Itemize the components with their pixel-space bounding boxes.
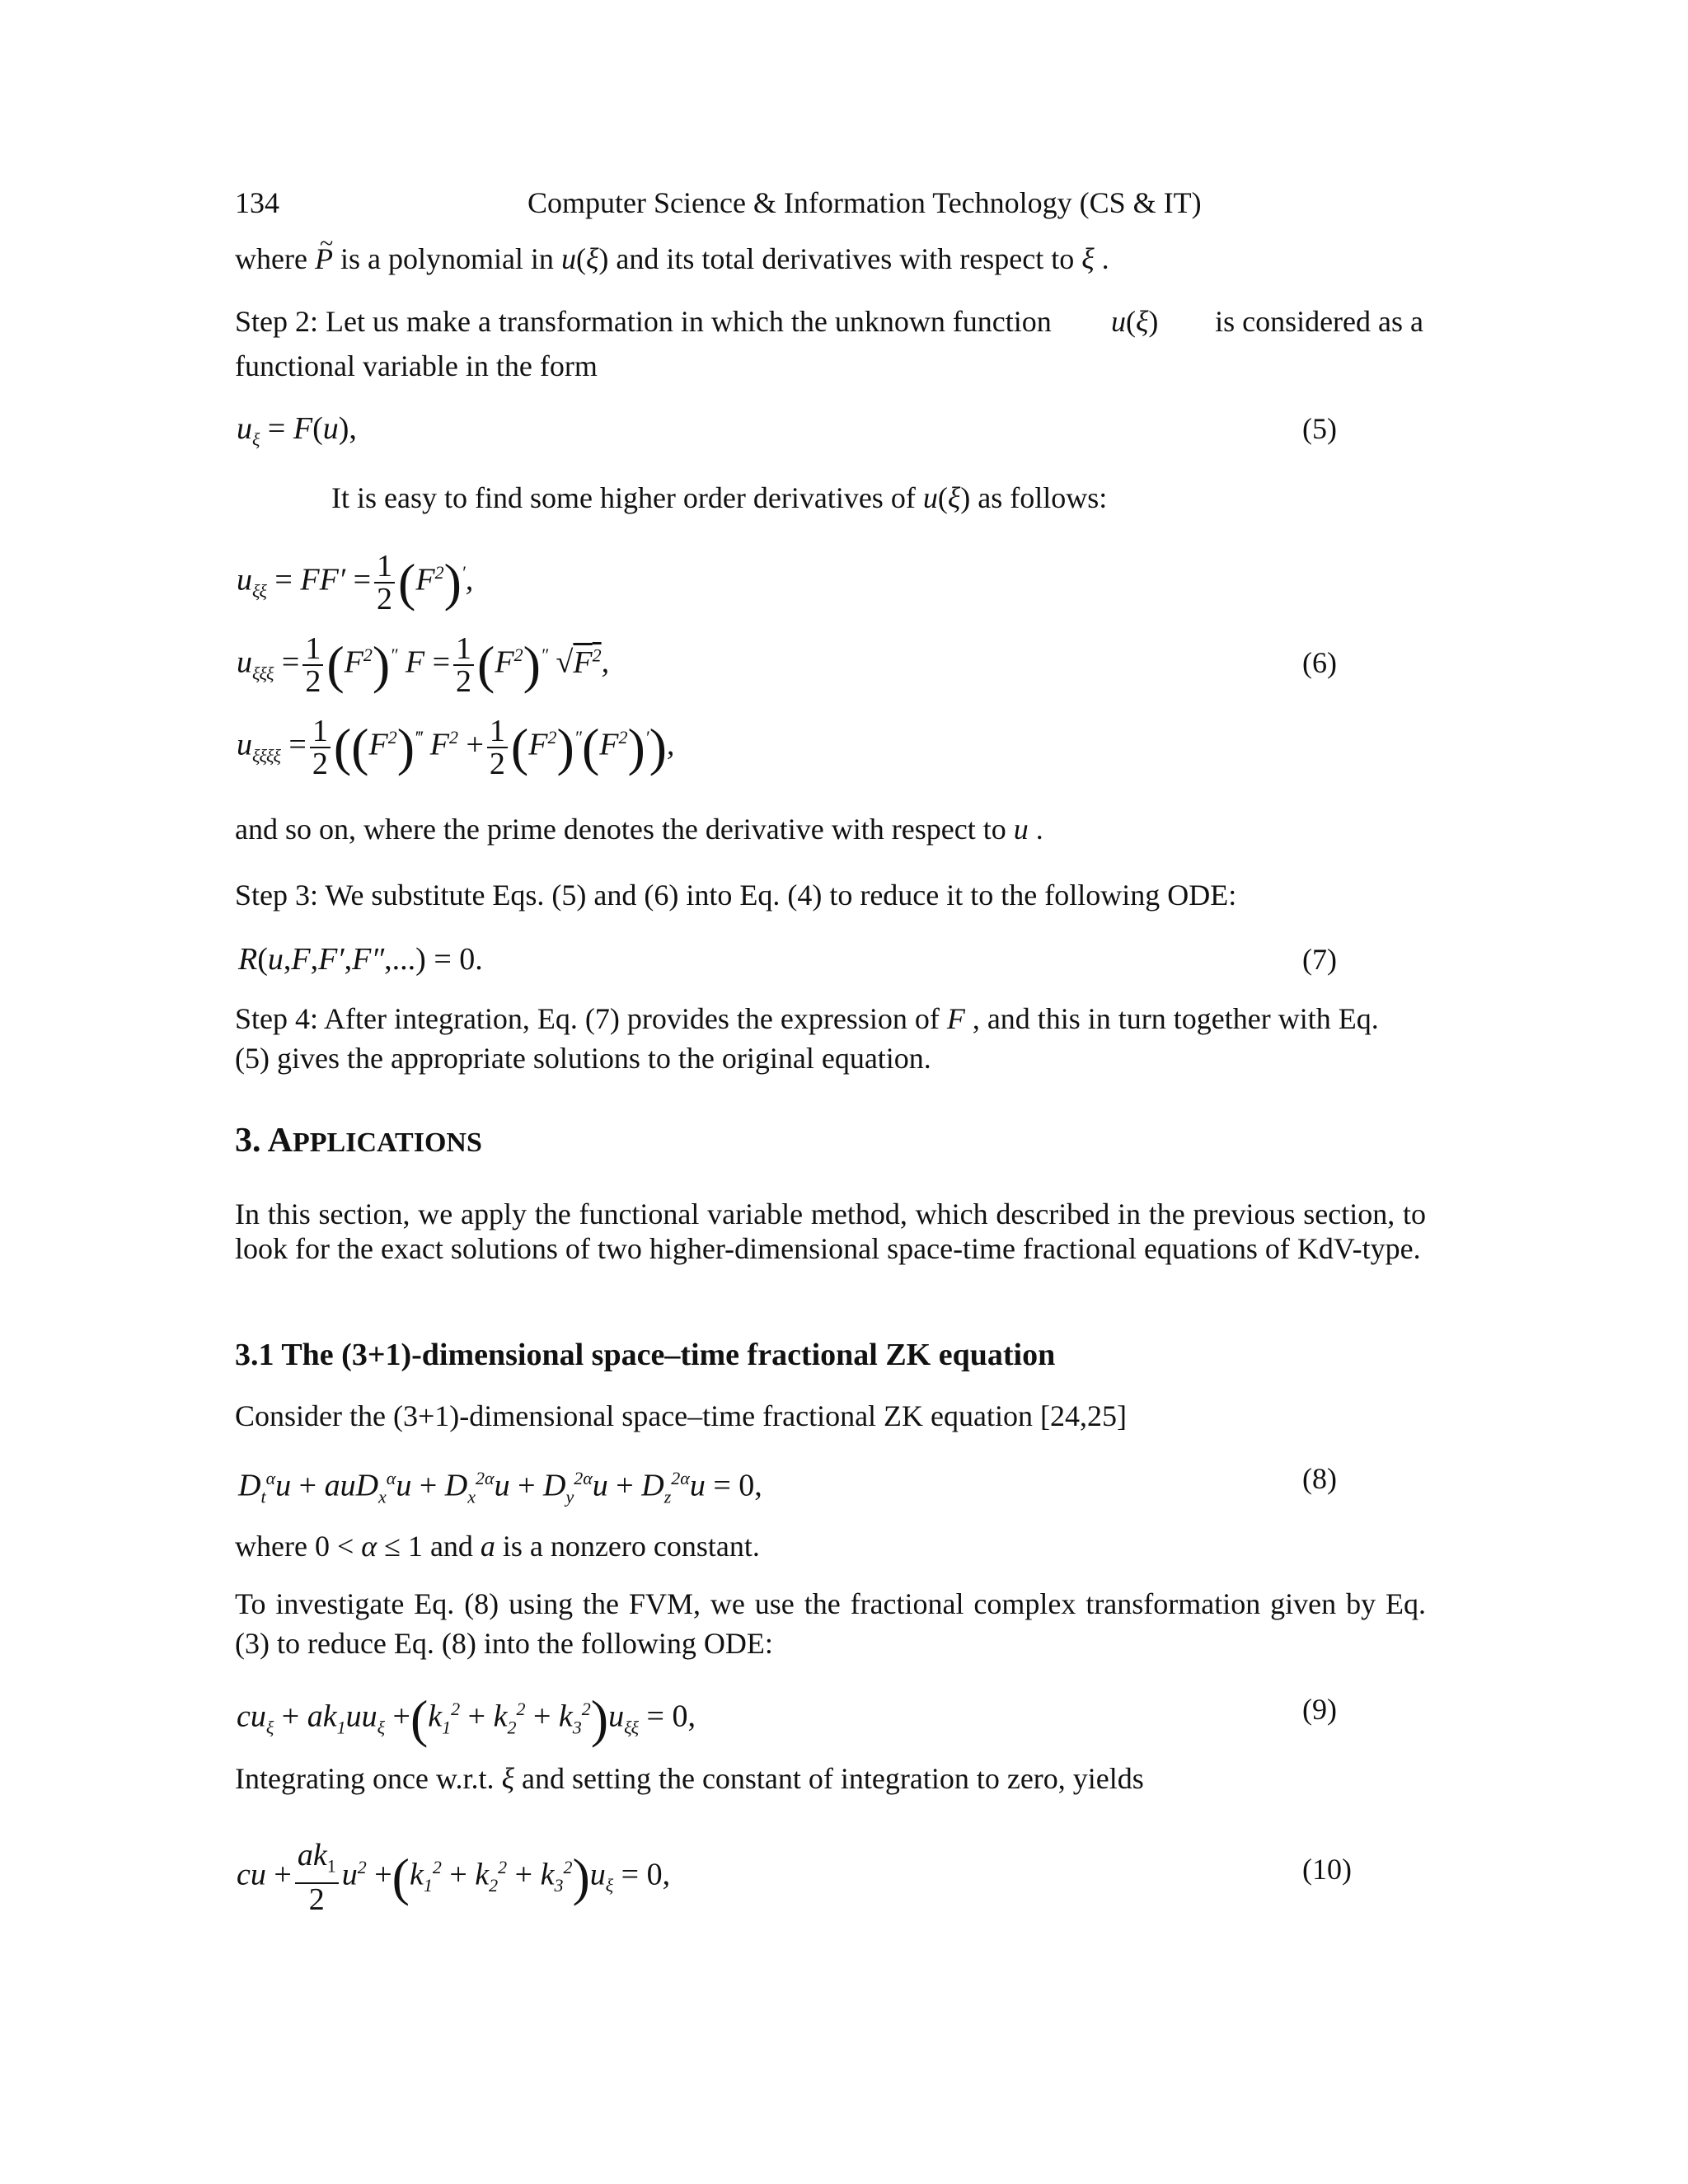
integrating-text-b: and setting the constant of integration to zero, yields xyxy=(521,1762,1144,1795)
step4-line2: (5) gives the appropriate solutions to the original equation. xyxy=(235,1042,931,1075)
higher-derivatives-text-b: as follows: xyxy=(978,481,1108,514)
equation-number-7: (7) xyxy=(1302,943,1337,976)
investigate-text: To investigate Eq. (8) using the FVM, we use the fractional complex transformation given by Eq. (3) to reduce Eq. (8) into the following ODE: xyxy=(235,1587,1426,1660)
equation-9: $cu_\xi + ak_1uu_\xi +(k_1^2 + k_2^2 + k_3^2)u_{\xi\xi} = 0$, xyxy=(237,1689,696,1748)
integrating-sentence: Integrating once w.r.t. ξ and setting the constant of integration to zero, yields xyxy=(235,1762,1144,1795)
section-3-heading xyxy=(235,1121,482,1160)
subsection-3-1-heading: 3.1 The (3+1)-dimensional space–time fractional ZK equation xyxy=(235,1338,1056,1372)
step2-line2: functional variable in the form xyxy=(235,349,598,382)
equation-6-line1: $u_{\xi\xi} = FF'$ = $\frac{1}{2}$ $(F^2)'$, xyxy=(237,549,474,616)
equation-5: $u_\xi = F(u)$, xyxy=(237,411,357,450)
alpha-condition-and: and xyxy=(429,1530,473,1563)
equation-number-5: (5) xyxy=(1302,412,1337,445)
equation-number-10: (10) xyxy=(1302,1853,1352,1886)
polynomial-sentence: where ~ P is a polynomial in u(ξ) and its total derivatives with respect to ξ . xyxy=(235,239,1109,279)
polynomial-sentence-end: and its total derivatives with respect to xyxy=(616,242,1075,275)
alpha-condition-where: where xyxy=(235,1530,307,1563)
equation-number-6: (6) xyxy=(1302,646,1337,679)
polynomial-sentence-where: where xyxy=(235,242,307,275)
higher-derivatives-text-a: It is easy to find some higher order derivatives of xyxy=(331,481,916,514)
prime-note-text: and so on, where the prime denotes the derivative with respect to xyxy=(235,813,1006,846)
step2-line1: Step 2: Let us make a transformation in which the unknown function u(ξ) is considered as a xyxy=(235,302,1423,341)
step4-text-a: Step 4: After integration, Eq. (7) provides the expression of xyxy=(235,1002,940,1035)
alpha-condition: where 0 < α ≤ 1 and a is a nonzero constant. xyxy=(235,1530,760,1563)
page-number: 134 xyxy=(235,186,279,219)
step3-text: Step 3: We substitute Eqs. (5) and (6) into Eq. (4) to reduce it to the following ODE: xyxy=(235,879,1237,912)
step4-text-b: , and this in turn together with Eq. xyxy=(972,1002,1379,1035)
equation-number-9: (9) xyxy=(1302,1693,1337,1726)
equation-6-line3: $u_{\xi\xi\xi\xi}$ = $\frac{1}{2}$ ($(F^2)^‴$ $F^2$ + $\frac{1}{2}$ $(F^2)''(F^2)'$), xyxy=(237,714,675,781)
higher-derivatives-sentence: It is easy to find some higher order derivatives of u(ξ) as follows: xyxy=(331,481,1108,514)
polynomial-sentence-mid: is a polynomial in xyxy=(340,242,554,275)
step2-text-b: is considered as a xyxy=(1215,305,1423,338)
equation-8: $D_t^\alpha u + auD_x^\alpha u + D_x^{2\alpha}u + D_y^{2\alpha}u + D_z^{2\alpha}u = 0$, xyxy=(238,1468,762,1507)
step4-line1: Step 4: After integration, Eq. (7) provides the expression of F , and this in turn together with Eq. xyxy=(235,1002,1379,1035)
section-3-heading-lead: 3. A xyxy=(235,1122,293,1160)
section-3-intro: In this section, we apply the functional variable method, which described in the previous section, to look for the exact solutions of two higher-dimensional space-time fractional equations of KdV-type. xyxy=(235,1197,1426,1265)
prime-note: and so on, where the prime denotes the derivative with respect to u . xyxy=(235,813,1043,846)
running-title: Computer Science & Information Technology (CS & IT) xyxy=(528,186,1202,219)
section-3-heading-smallcaps: PPLICATIONS xyxy=(293,1127,482,1158)
equation-6-line2: $u_{\xi\xi\xi}$ = $\frac{1}{2}$ $(F^2)''$ F = $\frac{1}{2}$ $(F^2)''$ $√F^2$, xyxy=(237,631,610,699)
step2-text-a: Step 2: Let us make a transformation in which the unknown function xyxy=(235,305,1052,338)
equation-number-8: (8) xyxy=(1302,1462,1337,1495)
consider-text: Consider the (3+1)-dimensional space–time fractional ZK equation [24,25] xyxy=(235,1399,1127,1432)
equation-7: R(u,F,F′,F″,...) = 0. xyxy=(238,942,483,977)
equation-10: cu + $\frac{ak_1}{2}$ $u^2 +(k_1^2 + k_2^2 + k_3^2)u_\xi = 0$, xyxy=(237,1838,671,1917)
integrating-text-a: Integrating once w.r.t. xyxy=(235,1762,495,1795)
alpha-condition-end: is a nonzero constant. xyxy=(502,1530,760,1563)
